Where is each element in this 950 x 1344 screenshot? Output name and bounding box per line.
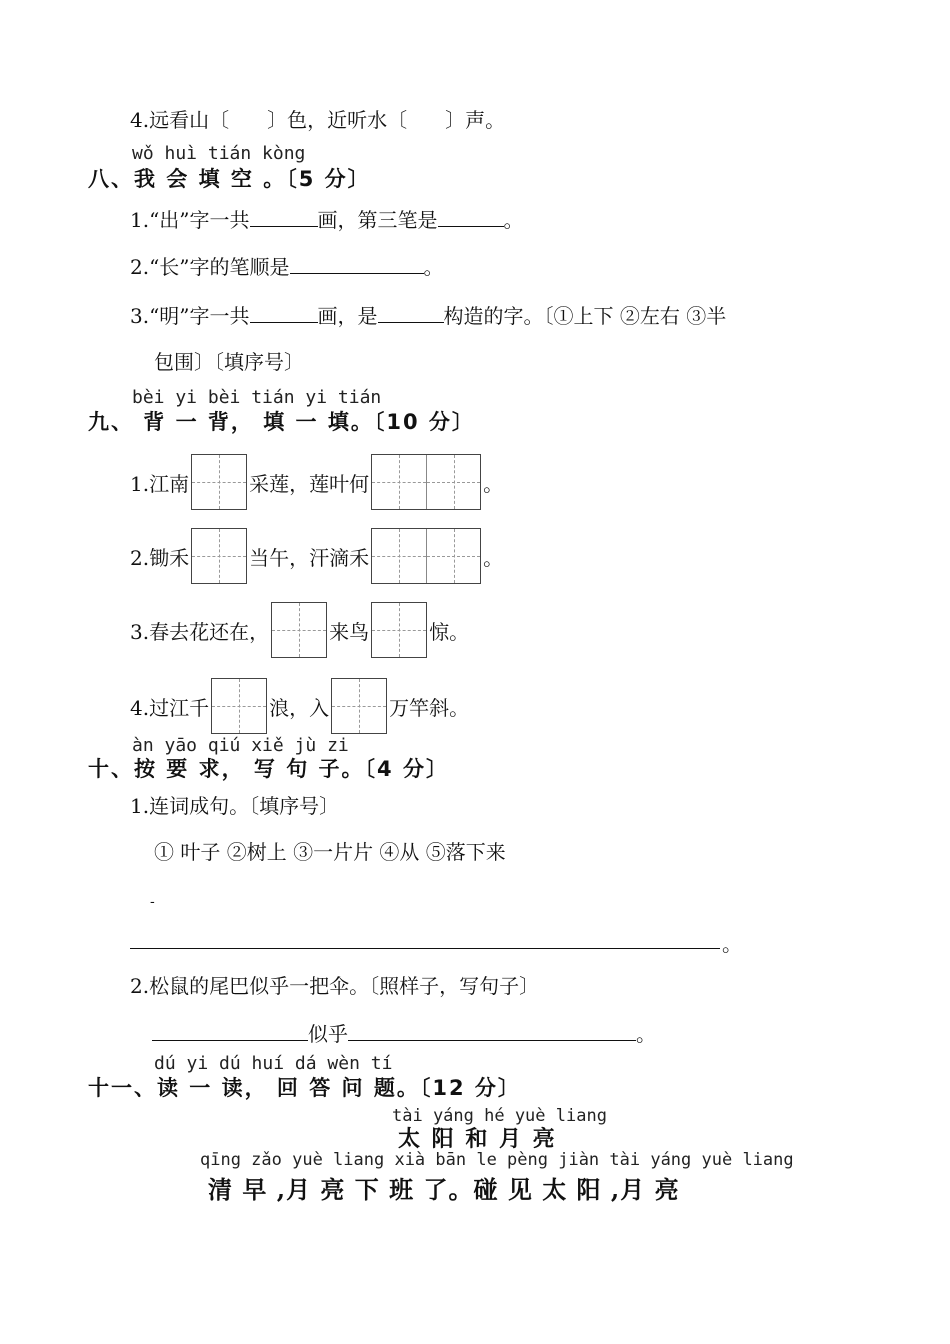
q9-line2-text-b: 当午，汗滴禾 — [249, 545, 370, 570]
q10-item2-blank-1[interactable] — [152, 1020, 308, 1041]
q9-line4-text-c: 万竿斜。 — [389, 695, 470, 720]
q9-line1 — [130, 454, 503, 510]
q8-item1 — [130, 206, 524, 232]
q7-item4 — [130, 108, 505, 132]
tianzige-box[interactable] — [191, 454, 247, 510]
q10-item2-line — [152, 1020, 656, 1046]
q9-line3-text-c: 惊。 — [429, 619, 470, 644]
q9-line2-text-c: 。 — [483, 545, 504, 570]
q8-item3-cont: 包围〕〔填序号〕 — [154, 350, 304, 374]
q8-item3 — [130, 302, 726, 328]
q8-item1-blank-2[interactable] — [438, 206, 504, 227]
q10-item2-blank-2[interactable] — [348, 1020, 636, 1041]
q8-item1-text-a: 1.“出”字一共 — [130, 208, 250, 232]
q8-item3-text-a: 3.“明”字一共 — [130, 304, 250, 328]
story-line1: 清 早 ,月 亮 下 班 了。碰 见 太 阳 ,月 亮 — [208, 1175, 680, 1204]
story-line1-pinyin: qīng zǎo yuè liang xià bān le pèng jiàn tài yáng yuè liang — [200, 1150, 794, 1170]
q10-dash: - — [150, 894, 155, 910]
q9-line2-text-a: 2.锄禾 — [130, 545, 190, 570]
q10-item1: 1.连词成句。〔填序号〕 — [130, 794, 340, 818]
story-title-pinyin: tài yáng hé yuè liang — [392, 1106, 607, 1126]
q9-line4-text-a: 4.过江千 — [130, 695, 210, 720]
q10-options: ① 叶子 ②树上 ③一片片 ④从 ⑤落下来 — [154, 840, 506, 864]
q8-item3-text-b: 画，是 — [317, 304, 378, 328]
tianzige-box[interactable] — [371, 454, 481, 510]
q10-pinyin: àn yāo qiú xiě jù zi — [132, 735, 349, 756]
q10-header: 十、按 要 求， 写 句 子。〔4 分〕 — [88, 757, 449, 781]
q9-line1-text-c: 。 — [483, 471, 504, 496]
tianzige-box[interactable] — [371, 602, 427, 658]
q10-item2-mid: 似乎 — [308, 1022, 348, 1046]
tianzige-box[interactable] — [211, 678, 267, 734]
q7-item4-text-b: 〕色，近听水〔 — [267, 108, 408, 132]
story-title: 太 阳 和 月 亮 — [398, 1126, 557, 1152]
tianzige-box[interactable] — [191, 528, 247, 584]
tianzige-box[interactable] — [371, 528, 481, 584]
q9-line1-text-b: 采莲，莲叶何 — [249, 471, 370, 496]
q11-pinyin: dú yi dú huí dá wèn tí — [154, 1053, 393, 1074]
q7-item4-text-a: 4.远看山〔 — [130, 108, 230, 132]
tianzige-box[interactable] — [271, 602, 327, 658]
tianzige-box[interactable] — [331, 678, 387, 734]
q8-header: 八、我 会 填 空 。〔5 分〕 — [88, 167, 371, 191]
q8-item1-text-b: 画，第三笔是 — [317, 208, 438, 232]
q10-end-1: 。 — [722, 932, 742, 956]
q8-item2 — [130, 253, 444, 279]
q8-item2-blank[interactable] — [290, 253, 424, 274]
q8-item1-blank-1[interactable] — [250, 206, 318, 227]
q9-line2 — [130, 528, 503, 584]
q9-line1-text-a: 1.江南 — [130, 471, 190, 496]
q9-line4-text-b: 浪，入 — [269, 695, 330, 720]
q11-header: 十一、读 一 读， 回 答 问 题。〔12 分〕 — [88, 1076, 521, 1100]
q10-item2-end: 。 — [636, 1022, 656, 1046]
q9-header: 九、 背 一 背， 填 一 填。〔10 分〕 — [88, 410, 475, 434]
q9-line3 — [130, 602, 469, 658]
q8-item3-text-c: 构造的字。〔①上下 ②左右 ③半 — [443, 304, 727, 328]
q9-line3-text-a: 3.春去花还在， — [130, 619, 270, 644]
q10-answer-line-1[interactable] — [130, 928, 720, 949]
q8-item3-blank-2[interactable] — [378, 302, 444, 323]
q9-line4 — [130, 678, 469, 734]
q8-item3-blank-1[interactable] — [250, 302, 318, 323]
q10-item2: 2.松鼠的尾巴似乎一把伞。〔照样子，写句子〕 — [130, 974, 540, 998]
q8-item1-text-c: 。 — [503, 208, 524, 232]
q9-line3-text-b: 来鸟 — [329, 619, 370, 644]
q8-item2-text-c: 。 — [423, 255, 444, 279]
q9-pinyin: bèi yi bèi tián yi tián — [132, 387, 382, 408]
q8-pinyin: wǒ huì tián kòng — [132, 143, 306, 164]
q8-item2-text-a: 2.“长”字的笔顺是 — [130, 255, 290, 279]
q7-item4-text-c: 〕声。 — [445, 108, 506, 132]
